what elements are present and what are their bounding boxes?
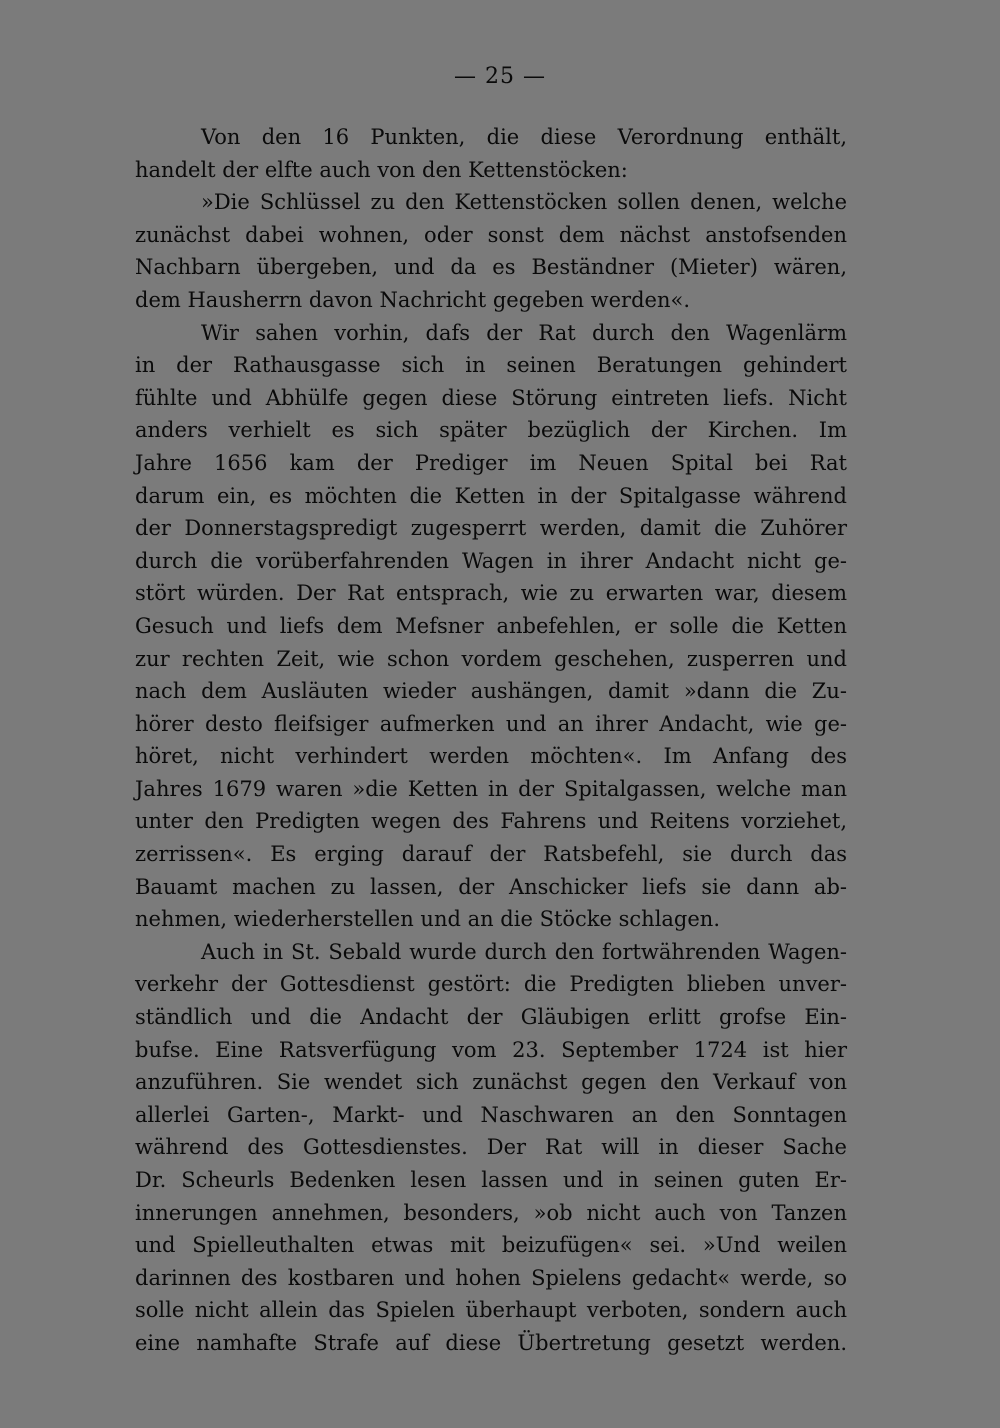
text-line: anzuführen. Sie wendet sich zunächst gegen den Verkauf von [135,1070,847,1095]
text-line: Dr. Scheurls Bedenken lesen lassen und in seinen guten Er- [135,1168,847,1192]
text-line: fühlte und Abhülfe gegen diese Störung eintreten liefs. Nicht [135,385,847,410]
text-line: in der Rathausgasse sich in seinen Beratungen gehindert [135,353,847,378]
text-line: Nachbarn übergeben, und da es Beständner (Mieter) wären, [135,255,847,280]
text-line: zerrissen«. Es erging darauf der Ratsbefehl, sie durch das [135,842,847,867]
text-line: Von den 16 Punkten, die diese Verordnung enthält, [201,125,847,149]
text-line: durch die vorüberfahrenden Wagen in ihrer Andacht nicht ge- [135,548,847,573]
text-line: Auch in St. Sebald wurde durch den fortwährenden Wagen- [201,939,847,964]
text-line: »Die Schlüssel zu den Kettenstöcken sollen denen, welche [201,190,847,215]
text-line: anders verhielt es sich später bezüglich der Kirchen. Im [135,418,847,443]
page-number: — 25 — [454,64,546,89]
text-line: allerlei Garten-, Markt- und Naschwaren an den Sonntagen [135,1102,847,1127]
text-line: hörer desto fleifsiger aufmerken und an ihrer Andacht, wie ge- [135,711,847,736]
text-line: verkehr der Gottesdienst gestört: die Predigten blieben unver- [135,972,847,997]
text-line: und Spielleuthalten etwas mit beizufügen« sei. »Und weilen [135,1233,847,1258]
body-text [135,121,847,1360]
text-line: eine namhafte Strafe auf diese Übertretung gesetzt werden. [135,1330,847,1355]
text-line: darinnen des kostbaren und hohen Spielens gedacht« werde, so [135,1265,847,1290]
text-line: Jahres 1679 waren »die Ketten in der Spitalgassen, welche man [135,776,847,801]
text-line: zur rechten Zeit, wie schon vordem geschehen, zusperren und [135,646,847,671]
text-line: dem Hausherrn davon Nachricht gegeben werden«. [135,287,691,312]
text-line: Jahre 1656 kam der Prediger im Neuen Spital bei Rat [135,450,847,475]
text-line: ständlich und die Andacht der Gläubigen erlitt grofse Ein- [135,1005,847,1030]
text-line: handelt der elfte auch von den Kettenstöcken: [135,157,628,182]
text-line: stört würden. Der Rat entsprach, wie zu erwarten war, diesem [135,581,847,606]
text-line: während des Gottesdienstes. Der Rat will in dieser Sache [135,1135,847,1160]
text-line: nach dem Ausläuten wieder aushängen, damit »dann die Zu- [135,679,847,704]
text-line: höret, nicht verhindert werden möchten«. Im Anfang des [135,744,847,769]
text-line: Gesuch und liefs dem Mefsner anbefehlen, er solle die Ketten [135,613,847,638]
text-line: innerungen annehmen, besonders, »ob nicht auch von Tanzen [135,1200,847,1225]
text-line: bufse. Eine Ratsverfügung vom 23. September 1724 ist hier [135,1037,847,1062]
text-line: der Donnerstagspredigt zugesperrt werden, damit die Zuhörer [135,516,847,541]
text-line: nehmen, wiederherstellen und an die Stöcke schlagen. [135,907,720,932]
text-line: Wir sahen vorhin, dafs der Rat durch den Wagenlärm [201,320,847,345]
text-line: darum ein, es möchten die Ketten in der Spitalgasse während [135,483,847,508]
text-line: unter den Predigten wegen des Fahrens und Reitens vorziehet, [135,809,847,834]
text-line: zunächst dabei wohnen, oder sonst dem nächst anstofsenden [135,222,847,247]
text-line: solle nicht allein das Spielen überhaupt verboten, sondern auch [135,1298,847,1323]
text-line: Bauamt machen zu lassen, der Anschicker liefs sie dann ab- [135,874,847,899]
